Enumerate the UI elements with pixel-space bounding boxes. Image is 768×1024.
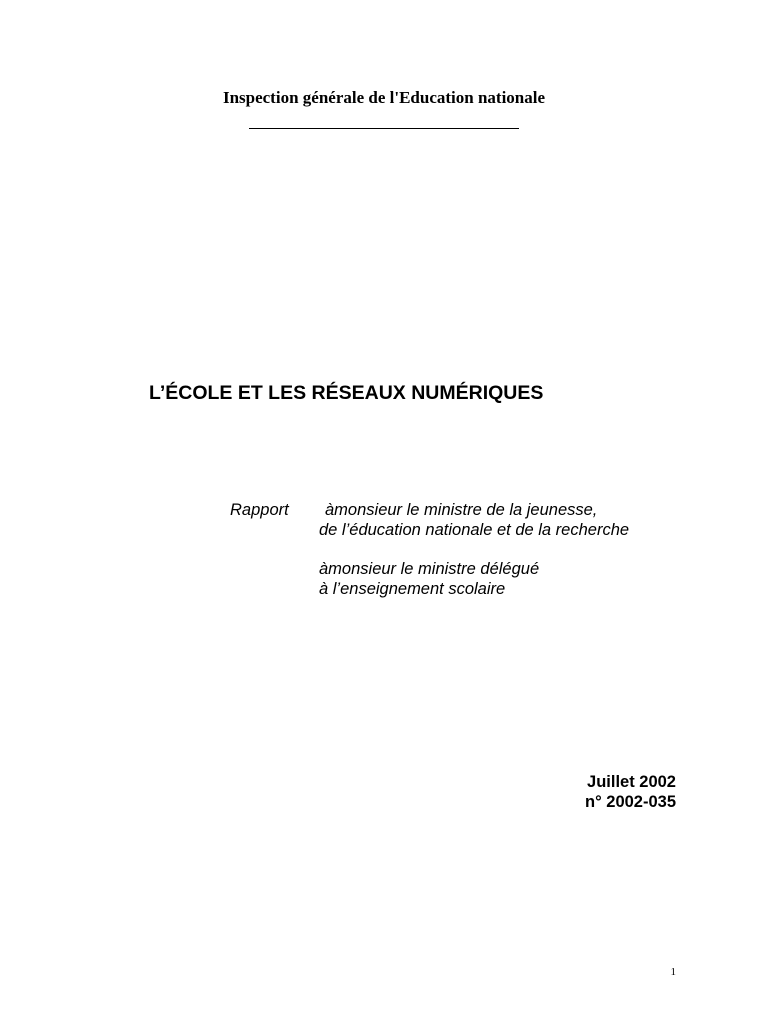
addressee-line: àmonsieur le ministre délégué (319, 560, 540, 578)
document-title: L’ÉCOLE ET LES RÉSEAUX NUMÉRIQUES (149, 382, 544, 404)
header-divider (249, 128, 519, 129)
report-date: Juillet 2002 (587, 773, 676, 791)
page-number: 1 (670, 966, 676, 978)
report-number: n° 2002-035 (585, 793, 676, 811)
addressee-line: àmonsieur le ministre de la jeunesse, (325, 501, 598, 519)
addressee-line: à l’enseignement scolaire (319, 580, 506, 598)
addressee-minister (319, 500, 629, 540)
date-and-number (585, 772, 676, 812)
addressee-line: de l’éducation nationale et de la recherche (319, 521, 630, 539)
issuing-organization: Inspection générale de l'Education nationale (222, 88, 546, 107)
report-label: Rapport (230, 501, 289, 519)
addressee-delegate-minister (319, 559, 539, 599)
